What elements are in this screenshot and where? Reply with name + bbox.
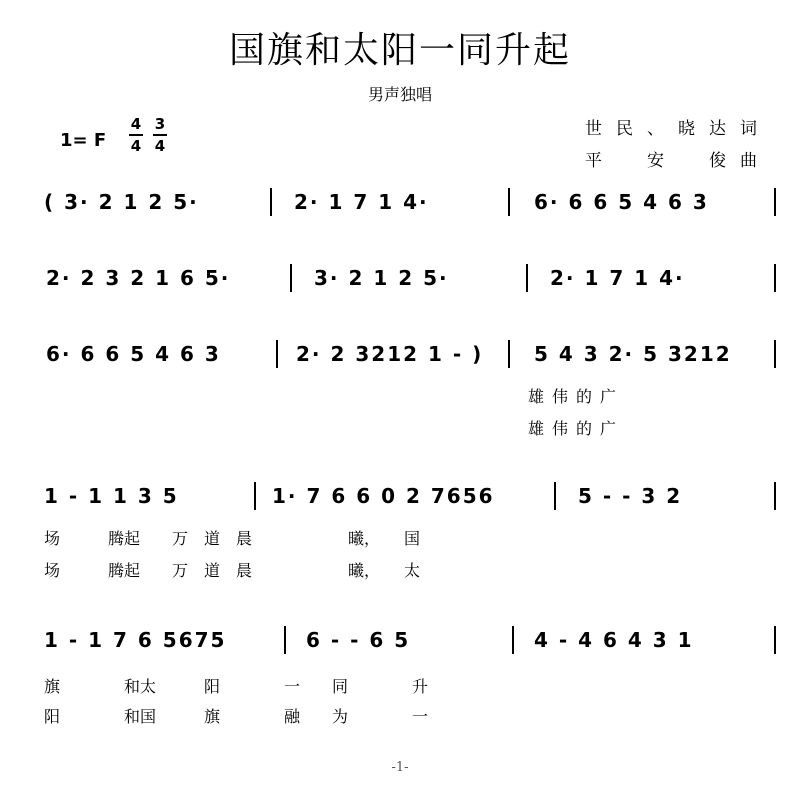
key-signature: 1= F xyxy=(60,130,107,151)
song-title: 国旗和太阳一同升起 xyxy=(228,30,571,71)
measure-5-2: 6 - - 6 5 xyxy=(306,628,411,652)
barline xyxy=(276,340,278,368)
barline xyxy=(526,264,528,292)
barline xyxy=(774,626,776,654)
measure-1-3: 6· 6 6 5 4 6 3 xyxy=(534,190,709,214)
barline xyxy=(774,188,776,216)
score-row-1 xyxy=(40,186,780,226)
score-row-3 xyxy=(40,338,780,438)
composer-credit: 平 安 俊曲 xyxy=(585,151,771,171)
barline xyxy=(284,626,286,654)
lyricist-credit: 世民、晓达词 xyxy=(585,119,771,139)
measure-3-1: 6· 6 6 5 4 6 3 xyxy=(46,342,221,366)
lyric-line-2: 雄伟的广 xyxy=(528,419,625,438)
barline xyxy=(508,188,510,216)
lyric-line-1: 场 腾起 万 道 晨 曦， 国 xyxy=(44,529,421,548)
barline xyxy=(290,264,292,292)
measure-2-3: 2· 1 7 1 4· xyxy=(550,266,685,290)
measure-4-1: 1 - 1 1 3 5 xyxy=(44,484,179,508)
barline xyxy=(508,340,510,368)
time-sig-denominator-1: 4 xyxy=(130,137,142,155)
barline xyxy=(554,482,556,510)
page-number: -1- xyxy=(391,760,409,775)
score-row-4 xyxy=(40,480,780,580)
measure-1-1: ( 3· 2 1 2 5· xyxy=(44,190,199,214)
score-row-5 xyxy=(40,624,780,724)
barline xyxy=(774,482,776,510)
barline xyxy=(774,264,776,292)
time-sig-numerator-1: 4 xyxy=(130,115,142,133)
measure-4-3: 5 - - 3 2 xyxy=(578,484,683,508)
lyric-line-1: 雄伟的广 xyxy=(528,387,625,406)
measure-5-3: 4 - 4 6 4 3 1 xyxy=(534,628,694,652)
lyric-line-2: 场 腾起 万 道 晨 曦， 太 xyxy=(44,561,421,580)
barline xyxy=(270,188,272,216)
measure-4-2: 1· 7 6 6 0 2 7656 xyxy=(272,484,495,508)
barline xyxy=(774,340,776,368)
lyric-line-2: 阳 和国 旗 融 为 一 xyxy=(44,707,429,726)
time-sig-denominator-2: 4 xyxy=(154,137,166,155)
barline xyxy=(512,626,514,654)
score-row-2 xyxy=(40,262,780,302)
measure-5-1: 1 - 1 7 6 5675 xyxy=(44,628,227,652)
lyric-line-1: 旗 和太 阳 一 同 升 xyxy=(44,677,429,696)
song-subtitle: 男声独唱 xyxy=(367,85,432,104)
time-sig-numerator-2: 3 xyxy=(154,115,166,133)
barline xyxy=(254,482,256,510)
measure-3-2: 2· 2 3212 1 - ) xyxy=(296,342,484,366)
measure-3-3: 5 4 3 2· 5 3212 xyxy=(534,342,732,366)
measure-2-1: 2· 2 3 2 1 6 5· xyxy=(46,266,231,290)
measure-2-2: 3· 2 1 2 5· xyxy=(314,266,449,290)
measure-1-2: 2· 1 7 1 4· xyxy=(294,190,429,214)
